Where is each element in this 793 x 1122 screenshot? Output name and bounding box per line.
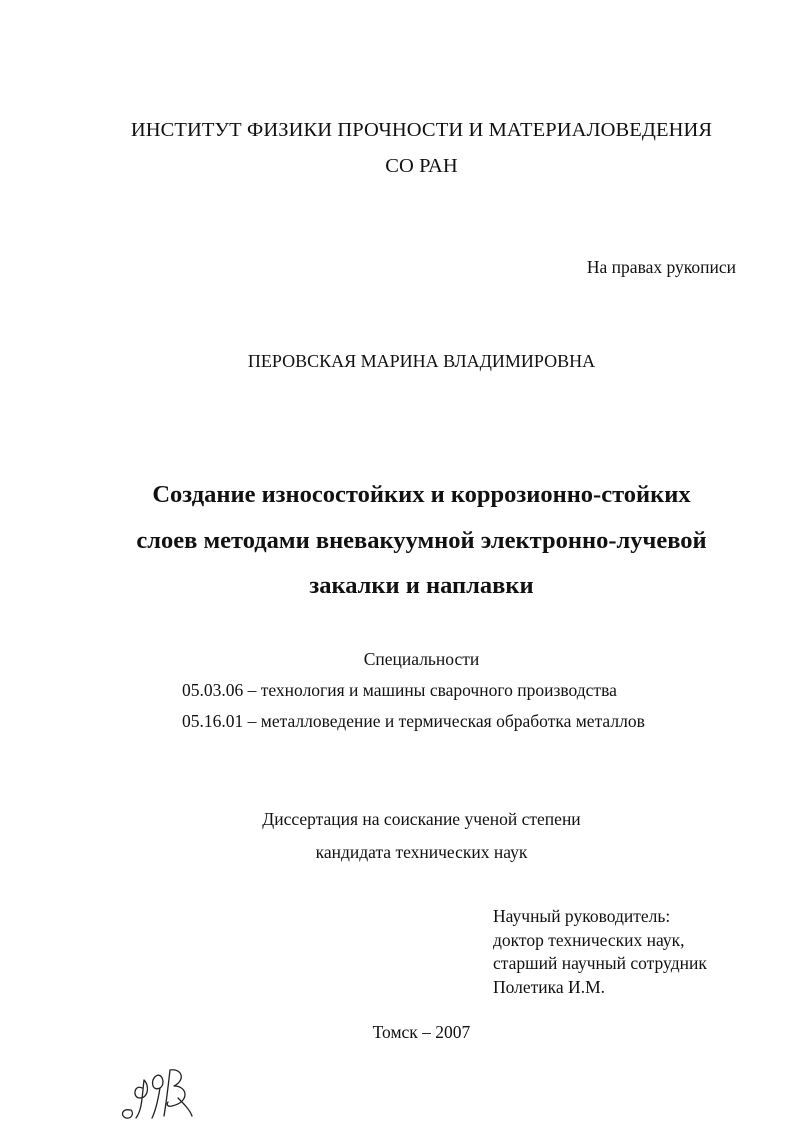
supervisor-position: старший научный сотрудник <box>493 953 707 973</box>
supervisor-name: Полетика И.М. <box>493 976 605 997</box>
thesis-title-line-2: слоев методами вневакуумной электронно-лучевой <box>136 527 707 554</box>
supervisor-block <box>493 905 707 999</box>
thesis-title-line-1: Создание износостойких и коррозионно-стойких <box>152 481 691 508</box>
manuscript-note: На правах рукописи <box>586 257 736 277</box>
supervisor-label: Научный руководитель: <box>493 906 671 926</box>
specialties-label: Специальности <box>363 649 480 669</box>
dissertation-line-2: кандидата технических наук <box>315 842 528 862</box>
specialty-item-2: 05.16.01 – металловедение и термическая обработка металлов <box>182 711 645 731</box>
city-year: Томск – 2007 <box>372 1022 471 1042</box>
author-name: ПЕРОВСКАЯ МАРИНА ВЛАДИМИРОВНА <box>247 351 596 371</box>
specialty-item-1: 05.03.06 – технология и машины сварочного производства <box>182 680 617 700</box>
thesis-title-line-3: закалки и наплавки <box>309 572 534 599</box>
handwritten-signature <box>112 1058 202 1122</box>
institution-line-1: ИНСТИТУТ ФИЗИКИ ПРОЧНОСТИ И МАТЕРИАЛОВЕДЕНИЯ <box>130 119 713 141</box>
institution-line-2: СО РАН <box>385 155 458 177</box>
supervisor-degree: доктор технических наук, <box>493 929 685 950</box>
dissertation-line-1: Диссертация на соискание ученой степени <box>262 809 581 829</box>
